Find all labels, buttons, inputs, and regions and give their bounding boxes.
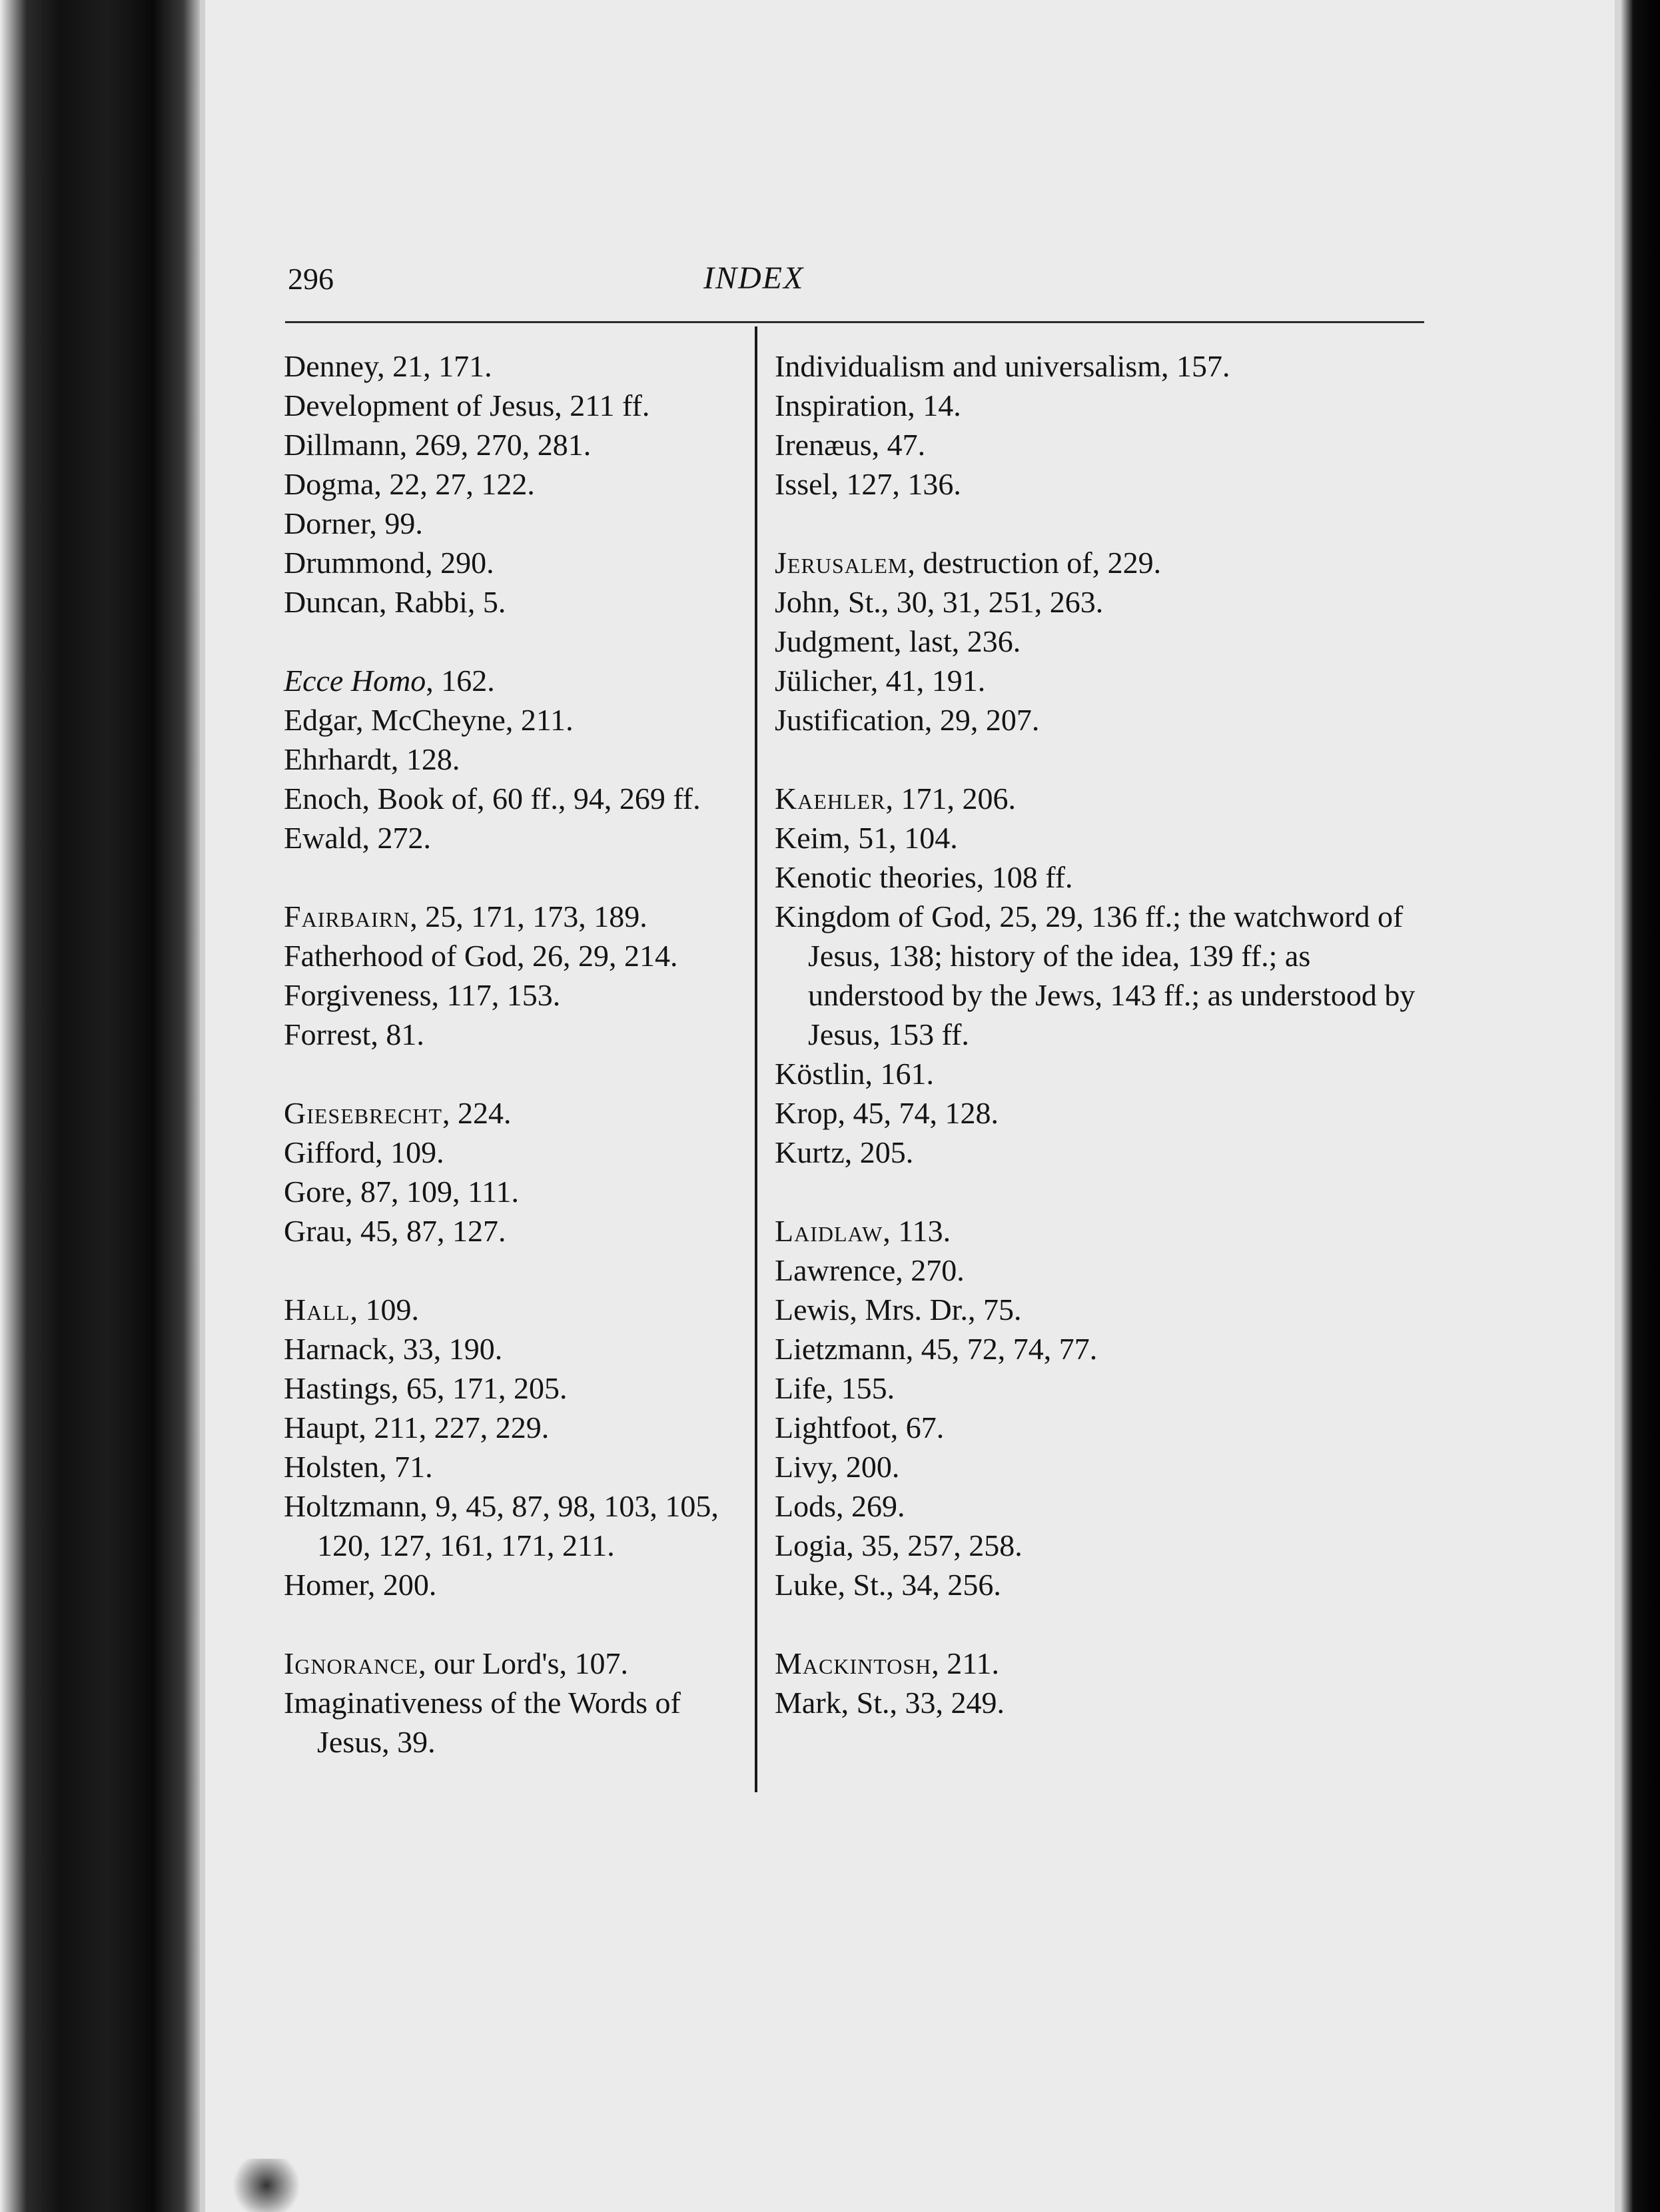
index-entry: [284, 543, 737, 582]
index-entry-text: Dogma, 22, 27, 122.: [284, 467, 535, 501]
index-entry-text: Köstlin, 161.: [775, 1057, 934, 1091]
index-entry: [775, 386, 1434, 425]
index-column-right: [775, 346, 1434, 1722]
index-entry-text: Kurtz, 205.: [775, 1135, 914, 1169]
index-entry: [775, 1683, 1434, 1722]
index-entry-text: , 171, 206.: [885, 782, 1016, 816]
index-entry: [775, 1565, 1434, 1604]
index-entry-text: Gore, 87, 109, 111.: [284, 1175, 520, 1209]
index-entry-text: Gifford, 109.: [284, 1135, 444, 1169]
index-entry-text: Lightfoot, 67.: [775, 1410, 945, 1444]
index-entry-text: Holsten, 71.: [284, 1450, 433, 1484]
index-entry: [284, 464, 737, 504]
index-entry: [284, 386, 737, 425]
index-entry-text: , 113.: [883, 1214, 951, 1248]
index-entry-heading: Fairbairn: [284, 899, 410, 933]
column-divider: [755, 326, 757, 1792]
header-rule: [285, 321, 1424, 323]
index-entry-text: Lietzmann, 45, 72, 74, 77.: [775, 1332, 1098, 1366]
index-entry-text: Mark, St., 33, 249.: [775, 1686, 1005, 1720]
index-entry: [284, 661, 737, 700]
index-entry-text: Haupt, 211, 227, 229.: [284, 1410, 550, 1444]
index-entry: [775, 346, 1434, 386]
index-entry-text: Lawrence, 270.: [775, 1253, 965, 1287]
scan-blemish: [226, 2159, 306, 2212]
index-entry: [284, 504, 737, 543]
index-entry-text: Livy, 200.: [775, 1450, 900, 1484]
index-entry-text: Kingdom of God, 25, 29, 136 ff.; the watchword of Jesus, 138; history of the idea, 139 ff.; as understood by the Jews, 143 ff.; as understood by Jesus, 153 ff.: [775, 899, 1416, 1051]
page-number: 296: [288, 262, 334, 296]
index-entry: [775, 661, 1434, 700]
index-entry-text: Fatherhood of God, 26, 29, 214.: [284, 939, 678, 973]
index-entry-text: Inspiration, 14.: [775, 388, 961, 422]
index-entry-heading: Hall: [284, 1293, 350, 1327]
index-entry-text: Forgiveness, 117, 153.: [284, 978, 561, 1012]
index-entry-text: Justification, 29, 207.: [775, 703, 1040, 737]
index-entry-text: Grau, 45, 87, 127.: [284, 1214, 506, 1248]
index-entry: [284, 1369, 737, 1408]
index-entry-text: , 25, 171, 173, 189.: [410, 899, 647, 933]
index-entry-text: Lewis, Mrs. Dr., 75.: [775, 1293, 1022, 1327]
index-entry-text: Ehrhardt, 128.: [284, 742, 460, 776]
index-entry-text: , destruction of, 229.: [907, 546, 1162, 580]
index-entry: [284, 346, 737, 386]
index-entry-text: Enoch, Book of, 60 ff., 94, 269 ff.: [284, 782, 701, 816]
index-entry-text: Issel, 127, 136.: [775, 467, 961, 501]
index-entry: [775, 700, 1434, 740]
index-entry: [775, 464, 1434, 504]
index-entry: [775, 857, 1434, 897]
index-entry-text: Keim, 51, 104.: [775, 821, 958, 855]
index-entry: [775, 582, 1434, 622]
index-entry-text: Logia, 35, 257, 258.: [775, 1528, 1023, 1562]
index-entry: [284, 1211, 737, 1251]
index-entry: [284, 740, 737, 779]
index-entry-text: Luke, St., 34, 256.: [775, 1568, 1001, 1602]
index-entry: [284, 1447, 737, 1486]
index-entry: [284, 897, 737, 936]
index-entry-text: Kenotic theories, 108 ff.: [775, 860, 1073, 894]
index-entry: [284, 1408, 737, 1447]
index-entry-text: Ewald, 272.: [284, 821, 432, 855]
index-entry-text: Duncan, Rabbi, 5.: [284, 585, 506, 619]
index-entry: [775, 1093, 1434, 1133]
index-entry-heading: Laidlaw: [775, 1214, 883, 1248]
index-entry-text: , our Lord's, 107.: [418, 1646, 629, 1680]
index-entry: [284, 818, 737, 857]
index-entry: [284, 1565, 737, 1604]
index-entry: [284, 1329, 737, 1369]
index-entry: [775, 1644, 1434, 1683]
index-entry: [284, 1093, 737, 1133]
index-entry: [284, 425, 737, 464]
index-entry: [775, 1447, 1434, 1486]
index-entry: [775, 897, 1434, 1054]
index-entry-text: John, St., 30, 31, 251, 263.: [775, 585, 1104, 619]
index-entry-text: Development of Jesus, 211 ff.: [284, 388, 650, 422]
index-entry-text: Lods, 269.: [775, 1489, 905, 1523]
index-entry: [775, 818, 1434, 857]
index-entry: [284, 975, 737, 1015]
index-entry-text: Krop, 45, 74, 128.: [775, 1096, 999, 1130]
index-entry-text: Forrest, 81.: [284, 1017, 424, 1051]
book-spine-shadow: [0, 0, 200, 2212]
index-entry-text: Irenæus, 47.: [775, 428, 926, 462]
index-entry-text: , 109.: [350, 1293, 419, 1327]
index-entry-text: Judgment, last, 236.: [775, 624, 1021, 658]
index-entry: [284, 1015, 737, 1054]
index-entry: [284, 582, 737, 622]
index-entry: [284, 936, 737, 975]
index-entry-text: Life, 155.: [775, 1371, 895, 1405]
index-entry-text: Hastings, 65, 171, 205.: [284, 1371, 568, 1405]
index-entry: [775, 1408, 1434, 1447]
index-entry-heading: Ignorance: [284, 1646, 419, 1680]
index-entry-text: Holtzmann, 9, 45, 87, 98, 103, 105, 120, 127, 161, 171, 211.: [284, 1489, 719, 1562]
index-entry: [775, 1329, 1434, 1369]
index-entry: [775, 543, 1434, 582]
index-entry-text: , 162.: [426, 664, 495, 698]
index-entry: [284, 700, 737, 740]
index-entry-heading: Kaehler: [775, 782, 886, 816]
index-entry: [284, 1644, 737, 1683]
scan-border-right: [1620, 0, 1660, 2212]
index-entry: [775, 1054, 1434, 1093]
index-entry: [775, 779, 1434, 818]
index-entry: [284, 1133, 737, 1172]
index-column-left: [284, 346, 737, 1762]
index-entry: [775, 1486, 1434, 1526]
index-entry: [284, 779, 737, 818]
index-entry-text: Dillmann, 269, 270, 281.: [284, 428, 592, 462]
index-entry: [775, 1290, 1434, 1329]
index-entry: [775, 1251, 1434, 1290]
index-entry-text: , 224.: [442, 1096, 512, 1130]
index-entry: [775, 622, 1434, 661]
index-entry: [775, 425, 1434, 464]
index-entry-text: Dorner, 99.: [284, 506, 423, 540]
index-entry-text: , 211.: [931, 1646, 1000, 1680]
index-entry-text: Imaginativeness of the Words of Jesus, 39.: [284, 1686, 681, 1759]
index-entry-heading: Ecce Homo: [284, 664, 426, 698]
index-entry-text: Individualism and universalism, 157.: [775, 349, 1230, 383]
index-entry: [284, 1683, 737, 1762]
index-entry-heading: Mackintosh: [775, 1646, 932, 1680]
index-entry-text: Denney, 21, 171.: [284, 349, 492, 383]
index-entry: [775, 1133, 1434, 1172]
index-entry-text: Homer, 200.: [284, 1568, 437, 1602]
index-entry: [284, 1290, 737, 1329]
index-entry: [775, 1526, 1434, 1565]
index-entry: [284, 1486, 737, 1565]
index-entry: [775, 1369, 1434, 1408]
index-entry: [284, 1172, 737, 1211]
index-entry-text: Jülicher, 41, 191.: [775, 664, 986, 698]
running-title: INDEX: [703, 261, 805, 296]
index-entry-heading: Giesebrecht: [284, 1096, 443, 1130]
index-entry-heading: Jerusalem: [775, 546, 908, 580]
index-entry-text: Harnack, 33, 190.: [284, 1332, 503, 1366]
index-entry-text: Edgar, McCheyne, 211.: [284, 703, 574, 737]
index-entry-text: Drummond, 290.: [284, 546, 494, 580]
index-entry: [775, 1211, 1434, 1251]
